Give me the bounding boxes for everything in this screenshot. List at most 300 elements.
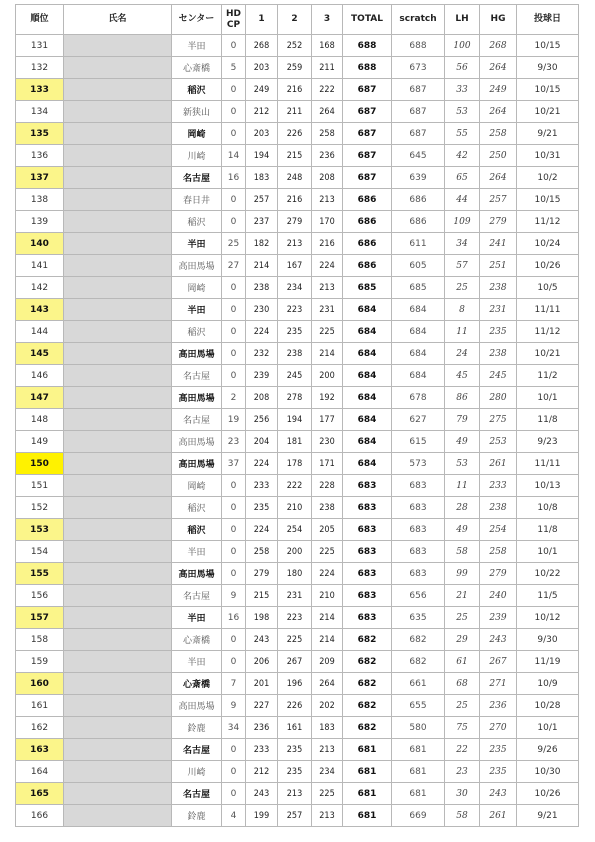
- hdcp-cell: 0: [222, 189, 246, 211]
- game-1-cell: 224: [246, 453, 278, 475]
- hdcp-cell: 37: [222, 453, 246, 475]
- lh-cell: 56: [445, 57, 480, 79]
- table-row: [16, 79, 579, 101]
- game-2-cell: 225: [278, 629, 312, 651]
- lh-cell: 79: [445, 409, 480, 431]
- scratch-cell: 687: [392, 101, 445, 123]
- header-hdcp-line2: CP: [226, 19, 241, 30]
- name-cell: [64, 57, 172, 79]
- lh-cell: 25: [445, 695, 480, 717]
- date-cell: 10/1: [517, 541, 579, 563]
- scratch-cell: 681: [392, 739, 445, 761]
- game-3-cell: 192: [312, 387, 343, 409]
- lh-cell: 109: [445, 211, 480, 233]
- rank-cell: 166: [16, 805, 64, 827]
- date-cell: 10/15: [517, 189, 579, 211]
- name-cell: [64, 717, 172, 739]
- center-cell: 高田馬場: [172, 563, 222, 585]
- hg-cell: 279: [480, 563, 517, 585]
- game-2-cell: 210: [278, 497, 312, 519]
- total-cell: 688: [343, 57, 392, 79]
- game-1-cell: 204: [246, 431, 278, 453]
- lh-cell: 86: [445, 387, 480, 409]
- hdcp-cell: 0: [222, 541, 246, 563]
- date-cell: 11/12: [517, 321, 579, 343]
- name-cell: [64, 739, 172, 761]
- date-cell: 10/24: [517, 233, 579, 255]
- rank-cell: 163: [16, 739, 64, 761]
- hdcp-cell: 0: [222, 211, 246, 233]
- rank-cell: 165: [16, 783, 64, 805]
- game-1-cell: 212: [246, 101, 278, 123]
- game-2-cell: 234: [278, 277, 312, 299]
- lh-cell: 99: [445, 563, 480, 585]
- header-total: TOTAL: [343, 5, 392, 35]
- game-2-cell: 257: [278, 805, 312, 827]
- hdcp-cell: 9: [222, 585, 246, 607]
- game-3-cell: 234: [312, 761, 343, 783]
- center-cell: 名古屋: [172, 783, 222, 805]
- header-date: 投球日: [517, 5, 579, 35]
- hg-cell: 258: [480, 123, 517, 145]
- game-1-cell: 258: [246, 541, 278, 563]
- rank-cell: 155: [16, 563, 64, 585]
- game-1-cell: 239: [246, 365, 278, 387]
- game-2-cell: 235: [278, 761, 312, 783]
- center-cell: 名古屋: [172, 409, 222, 431]
- center-cell: 稲沢: [172, 79, 222, 101]
- hg-cell: 236: [480, 695, 517, 717]
- game-3-cell: 216: [312, 233, 343, 255]
- table-row: [16, 409, 579, 431]
- scratch-cell: 635: [392, 607, 445, 629]
- game-1-cell: 243: [246, 783, 278, 805]
- date-cell: 10/31: [517, 145, 579, 167]
- table-row: [16, 101, 579, 123]
- table-row: [16, 673, 579, 695]
- lh-cell: 58: [445, 805, 480, 827]
- scratch-cell: 682: [392, 651, 445, 673]
- game-2-cell: 267: [278, 651, 312, 673]
- hdcp-cell: 0: [222, 519, 246, 541]
- center-cell: 心斎橋: [172, 673, 222, 695]
- hg-cell: 270: [480, 717, 517, 739]
- rank-cell: 142: [16, 277, 64, 299]
- game-1-cell: 182: [246, 233, 278, 255]
- name-cell: [64, 563, 172, 585]
- lh-cell: 23: [445, 761, 480, 783]
- date-cell: 10/13: [517, 475, 579, 497]
- total-cell: 684: [343, 387, 392, 409]
- center-cell: 半田: [172, 651, 222, 673]
- rank-cell: 151: [16, 475, 64, 497]
- hdcp-cell: 0: [222, 321, 246, 343]
- game-3-cell: 236: [312, 145, 343, 167]
- center-cell: 名古屋: [172, 585, 222, 607]
- total-cell: 684: [343, 409, 392, 431]
- total-cell: 682: [343, 673, 392, 695]
- table-row: [16, 563, 579, 585]
- total-cell: 682: [343, 695, 392, 717]
- hg-cell: 243: [480, 629, 517, 651]
- game-1-cell: 249: [246, 79, 278, 101]
- game-3-cell: 225: [312, 783, 343, 805]
- center-cell: 高田馬場: [172, 453, 222, 475]
- game-2-cell: 248: [278, 167, 312, 189]
- game-3-cell: 205: [312, 519, 343, 541]
- header-row: [16, 5, 579, 35]
- header-game-2: 2: [278, 5, 312, 35]
- hdcp-cell: 0: [222, 299, 246, 321]
- rank-cell: 141: [16, 255, 64, 277]
- date-cell: 10/26: [517, 783, 579, 805]
- hg-cell: 249: [480, 79, 517, 101]
- game-1-cell: 227: [246, 695, 278, 717]
- hg-cell: 235: [480, 761, 517, 783]
- hg-cell: 233: [480, 475, 517, 497]
- hg-cell: 257: [480, 189, 517, 211]
- hg-cell: 268: [480, 35, 517, 57]
- date-cell: 10/5: [517, 277, 579, 299]
- hdcp-cell: 0: [222, 365, 246, 387]
- name-cell: [64, 299, 172, 321]
- total-cell: 686: [343, 189, 392, 211]
- rank-cell: 134: [16, 101, 64, 123]
- hdcp-cell: 27: [222, 255, 246, 277]
- game-3-cell: 231: [312, 299, 343, 321]
- game-1-cell: 279: [246, 563, 278, 585]
- table-row: [16, 739, 579, 761]
- game-3-cell: 213: [312, 277, 343, 299]
- center-cell: 岡崎: [172, 123, 222, 145]
- date-cell: 10/9: [517, 673, 579, 695]
- scratch-cell: 656: [392, 585, 445, 607]
- name-cell: [64, 255, 172, 277]
- game-3-cell: 228: [312, 475, 343, 497]
- rank-cell: 154: [16, 541, 64, 563]
- center-cell: 川崎: [172, 761, 222, 783]
- name-cell: [64, 783, 172, 805]
- lh-cell: 25: [445, 607, 480, 629]
- game-3-cell: 210: [312, 585, 343, 607]
- total-cell: 684: [343, 365, 392, 387]
- name-cell: [64, 585, 172, 607]
- scratch-cell: 684: [392, 343, 445, 365]
- hg-cell: 279: [480, 211, 517, 233]
- game-2-cell: 215: [278, 145, 312, 167]
- scratch-cell: 683: [392, 519, 445, 541]
- header-rank: 順位: [16, 5, 64, 35]
- game-2-cell: 259: [278, 57, 312, 79]
- hdcp-cell: 5: [222, 57, 246, 79]
- table-row: [16, 475, 579, 497]
- hg-cell: 239: [480, 607, 517, 629]
- date-cell: 9/23: [517, 431, 579, 453]
- center-cell: 半田: [172, 233, 222, 255]
- game-3-cell: 209: [312, 651, 343, 673]
- game-2-cell: 278: [278, 387, 312, 409]
- center-cell: 春日井: [172, 189, 222, 211]
- hdcp-cell: 19: [222, 409, 246, 431]
- scratch-cell: 684: [392, 365, 445, 387]
- scratch-cell: 683: [392, 541, 445, 563]
- center-cell: 鈴鹿: [172, 805, 222, 827]
- hdcp-cell: 4: [222, 805, 246, 827]
- date-cell: 9/21: [517, 805, 579, 827]
- game-3-cell: 264: [312, 673, 343, 695]
- table-row: [16, 717, 579, 739]
- rank-cell: 146: [16, 365, 64, 387]
- game-1-cell: 237: [246, 211, 278, 233]
- total-cell: 687: [343, 145, 392, 167]
- game-3-cell: 214: [312, 629, 343, 651]
- total-cell: 687: [343, 79, 392, 101]
- table-row: [16, 343, 579, 365]
- date-cell: 10/26: [517, 255, 579, 277]
- table-row: [16, 431, 579, 453]
- game-3-cell: 225: [312, 541, 343, 563]
- total-cell: 683: [343, 475, 392, 497]
- center-cell: 岡崎: [172, 277, 222, 299]
- name-cell: [64, 189, 172, 211]
- date-cell: 10/30: [517, 761, 579, 783]
- date-cell: 9/21: [517, 123, 579, 145]
- table-row: [16, 651, 579, 673]
- center-cell: 新狭山: [172, 101, 222, 123]
- rank-cell: 137: [16, 167, 64, 189]
- scratch-cell: 688: [392, 35, 445, 57]
- center-cell: 半田: [172, 35, 222, 57]
- hdcp-cell: 14: [222, 145, 246, 167]
- rank-cell: 140: [16, 233, 64, 255]
- center-cell: 鈴鹿: [172, 717, 222, 739]
- scratch-cell: 580: [392, 717, 445, 739]
- rank-cell: 136: [16, 145, 64, 167]
- center-cell: 名古屋: [172, 739, 222, 761]
- hg-cell: 264: [480, 167, 517, 189]
- date-cell: 10/12: [517, 607, 579, 629]
- lh-cell: 44: [445, 189, 480, 211]
- ranking-body: [16, 35, 579, 827]
- center-cell: 稲沢: [172, 211, 222, 233]
- game-2-cell: 254: [278, 519, 312, 541]
- name-cell: [64, 211, 172, 233]
- table-row: [16, 211, 579, 233]
- game-1-cell: 183: [246, 167, 278, 189]
- hdcp-cell: 0: [222, 475, 246, 497]
- game-2-cell: 231: [278, 585, 312, 607]
- rank-cell: 157: [16, 607, 64, 629]
- game-2-cell: 211: [278, 101, 312, 123]
- header-center: センター: [172, 5, 222, 35]
- total-cell: 683: [343, 497, 392, 519]
- game-1-cell: 243: [246, 629, 278, 651]
- scratch-cell: 673: [392, 57, 445, 79]
- game-3-cell: 258: [312, 123, 343, 145]
- date-cell: 10/1: [517, 717, 579, 739]
- game-1-cell: 233: [246, 739, 278, 761]
- rank-cell: 144: [16, 321, 64, 343]
- hg-cell: 250: [480, 145, 517, 167]
- scratch-cell: 573: [392, 453, 445, 475]
- table-row: [16, 365, 579, 387]
- name-cell: [64, 145, 172, 167]
- hdcp-cell: 0: [222, 35, 246, 57]
- lh-cell: 65: [445, 167, 480, 189]
- game-2-cell: 222: [278, 475, 312, 497]
- name-cell: [64, 233, 172, 255]
- hg-cell: 238: [480, 343, 517, 365]
- date-cell: 11/19: [517, 651, 579, 673]
- hg-cell: 243: [480, 783, 517, 805]
- rank-cell: 145: [16, 343, 64, 365]
- hdcp-cell: 0: [222, 101, 246, 123]
- hg-cell: 253: [480, 431, 517, 453]
- scratch-cell: 681: [392, 761, 445, 783]
- hg-cell: 280: [480, 387, 517, 409]
- name-cell: [64, 805, 172, 827]
- game-1-cell: 206: [246, 651, 278, 673]
- hdcp-cell: 16: [222, 607, 246, 629]
- total-cell: 684: [343, 453, 392, 475]
- game-3-cell: 225: [312, 321, 343, 343]
- center-cell: 心斎橋: [172, 629, 222, 651]
- game-1-cell: 257: [246, 189, 278, 211]
- lh-cell: 58: [445, 541, 480, 563]
- name-cell: [64, 695, 172, 717]
- lh-cell: 8: [445, 299, 480, 321]
- game-1-cell: 198: [246, 607, 278, 629]
- game-3-cell: 211: [312, 57, 343, 79]
- name-cell: [64, 519, 172, 541]
- hg-cell: 271: [480, 673, 517, 695]
- hdcp-cell: 0: [222, 79, 246, 101]
- total-cell: 683: [343, 519, 392, 541]
- table-row: [16, 123, 579, 145]
- rank-cell: 143: [16, 299, 64, 321]
- game-1-cell: 230: [246, 299, 278, 321]
- name-cell: [64, 35, 172, 57]
- rank-cell: 149: [16, 431, 64, 453]
- game-3-cell: 202: [312, 695, 343, 717]
- scratch-cell: 661: [392, 673, 445, 695]
- total-cell: 681: [343, 761, 392, 783]
- center-cell: 心斎橋: [172, 57, 222, 79]
- hdcp-cell: 0: [222, 739, 246, 761]
- date-cell: 10/28: [517, 695, 579, 717]
- lh-cell: 53: [445, 453, 480, 475]
- name-cell: [64, 387, 172, 409]
- date-cell: 11/8: [517, 409, 579, 431]
- date-cell: 11/11: [517, 453, 579, 475]
- center-cell: 高田馬場: [172, 255, 222, 277]
- total-cell: 684: [343, 343, 392, 365]
- game-3-cell: 213: [312, 739, 343, 761]
- lh-cell: 100: [445, 35, 480, 57]
- game-3-cell: 238: [312, 497, 343, 519]
- lh-cell: 45: [445, 365, 480, 387]
- name-cell: [64, 629, 172, 651]
- date-cell: 10/21: [517, 101, 579, 123]
- game-3-cell: 213: [312, 189, 343, 211]
- game-3-cell: 264: [312, 101, 343, 123]
- table-row: [16, 805, 579, 827]
- scratch-cell: 605: [392, 255, 445, 277]
- scratch-cell: 678: [392, 387, 445, 409]
- table-row: [16, 497, 579, 519]
- hdcp-cell: 34: [222, 717, 246, 739]
- hdcp-cell: 25: [222, 233, 246, 255]
- center-cell: 岡崎: [172, 475, 222, 497]
- hdcp-cell: 23: [222, 431, 246, 453]
- game-1-cell: 224: [246, 519, 278, 541]
- rank-cell: 135: [16, 123, 64, 145]
- date-cell: 10/15: [517, 79, 579, 101]
- total-cell: 687: [343, 123, 392, 145]
- scratch-cell: 627: [392, 409, 445, 431]
- game-1-cell: 236: [246, 717, 278, 739]
- lh-cell: 22: [445, 739, 480, 761]
- game-2-cell: 196: [278, 673, 312, 695]
- center-cell: 半田: [172, 541, 222, 563]
- lh-cell: 11: [445, 321, 480, 343]
- center-cell: 高田馬場: [172, 431, 222, 453]
- center-cell: 名古屋: [172, 365, 222, 387]
- total-cell: 686: [343, 211, 392, 233]
- scratch-cell: 682: [392, 629, 445, 651]
- game-2-cell: 161: [278, 717, 312, 739]
- rank-cell: 164: [16, 761, 64, 783]
- game-3-cell: 214: [312, 607, 343, 629]
- lh-cell: 33: [445, 79, 480, 101]
- game-3-cell: 208: [312, 167, 343, 189]
- date-cell: 10/1: [517, 387, 579, 409]
- hg-cell: 235: [480, 321, 517, 343]
- game-2-cell: 252: [278, 35, 312, 57]
- center-cell: 稲沢: [172, 321, 222, 343]
- game-3-cell: 230: [312, 431, 343, 453]
- game-2-cell: 279: [278, 211, 312, 233]
- name-cell: [64, 497, 172, 519]
- rank-cell: 133: [16, 79, 64, 101]
- game-1-cell: 224: [246, 321, 278, 343]
- total-cell: 683: [343, 585, 392, 607]
- date-cell: 9/30: [517, 629, 579, 651]
- hg-cell: 245: [480, 365, 517, 387]
- game-2-cell: 245: [278, 365, 312, 387]
- game-1-cell: 256: [246, 409, 278, 431]
- hg-cell: 267: [480, 651, 517, 673]
- table-row: [16, 695, 579, 717]
- hg-cell: 231: [480, 299, 517, 321]
- rank-cell: 160: [16, 673, 64, 695]
- hdcp-cell: 0: [222, 563, 246, 585]
- rank-cell: 152: [16, 497, 64, 519]
- hdcp-cell: 7: [222, 673, 246, 695]
- lh-cell: 34: [445, 233, 480, 255]
- center-cell: 名古屋: [172, 167, 222, 189]
- scratch-cell: 615: [392, 431, 445, 453]
- table-row: [16, 453, 579, 475]
- game-2-cell: 213: [278, 783, 312, 805]
- center-cell: 高田馬場: [172, 695, 222, 717]
- total-cell: 683: [343, 541, 392, 563]
- hg-cell: 241: [480, 233, 517, 255]
- name-cell: [64, 79, 172, 101]
- scratch-cell: 684: [392, 321, 445, 343]
- game-3-cell: 224: [312, 563, 343, 585]
- table-row: [16, 783, 579, 805]
